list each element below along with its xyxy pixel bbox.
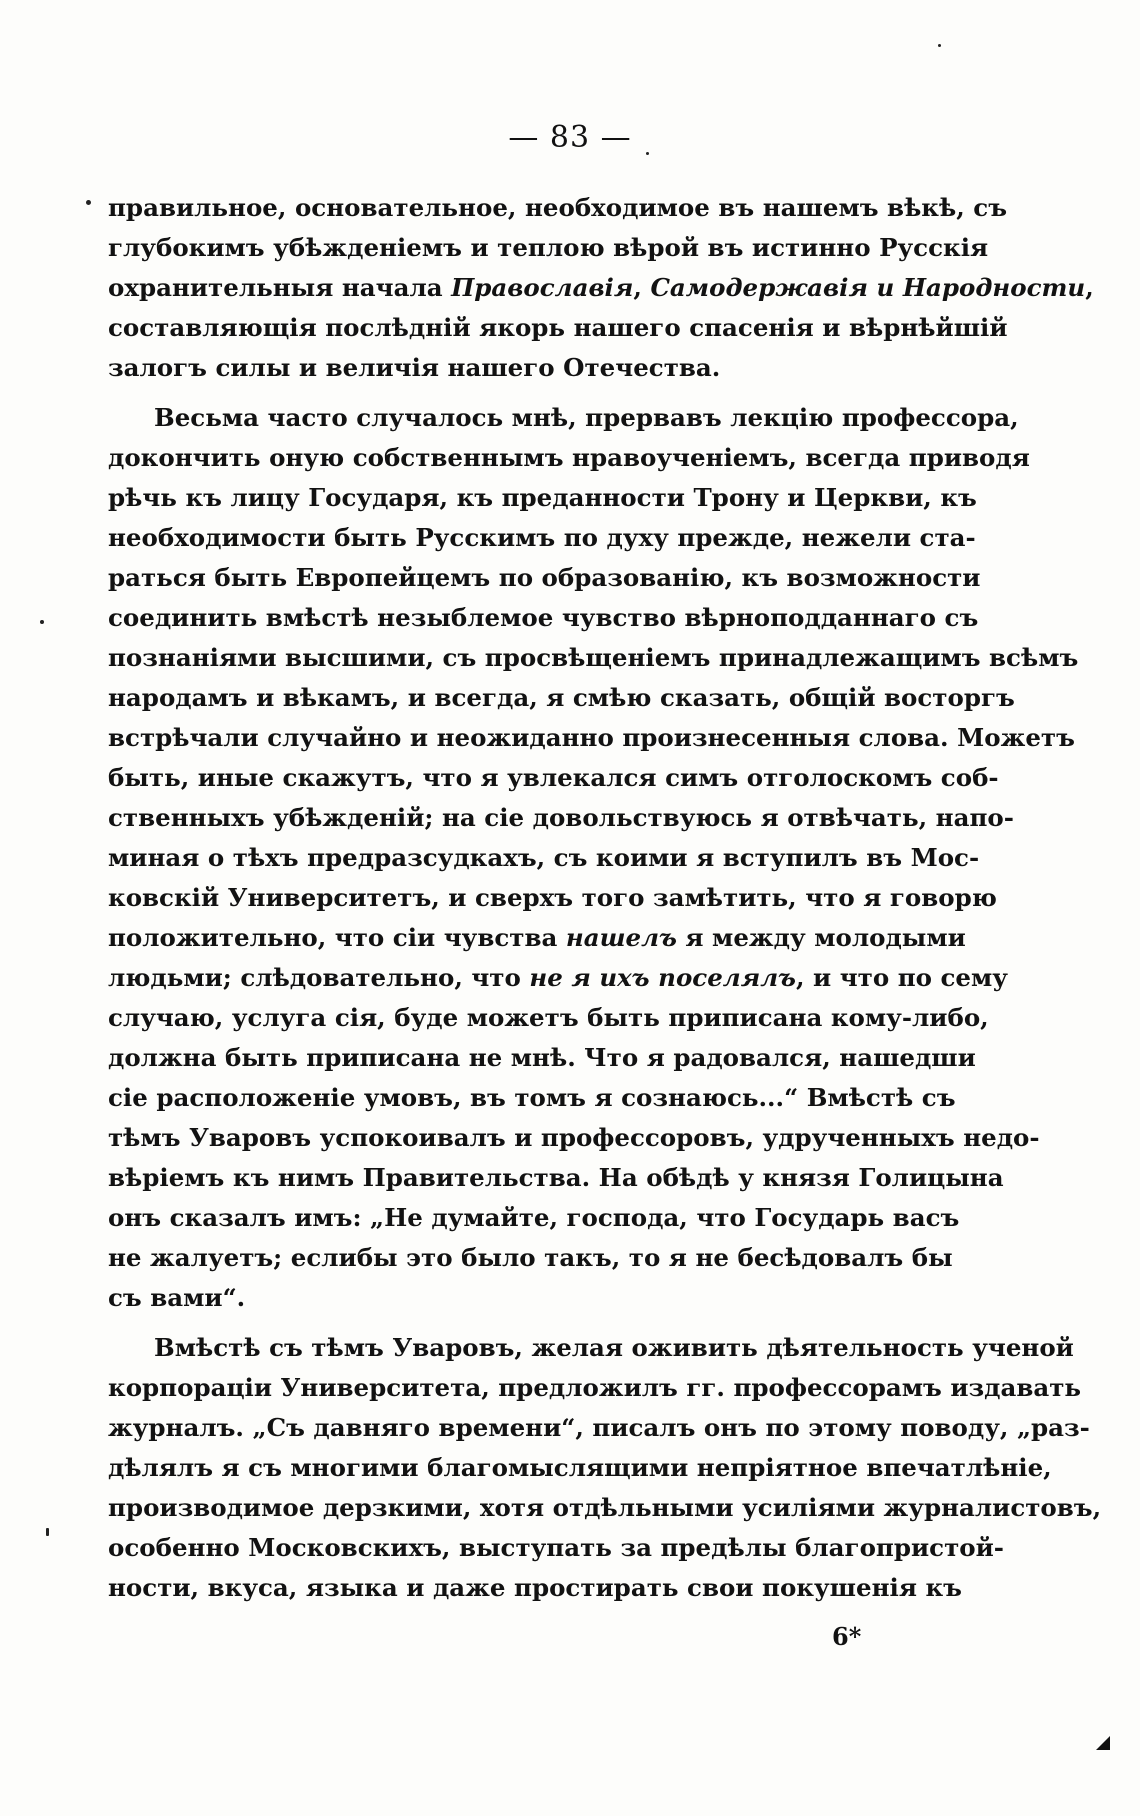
text-line xyxy=(108,558,981,598)
text-run: народамъ и вѣкамъ, и всегда, я смѣю сказать, общій восторгъ xyxy=(108,683,1015,712)
text-line xyxy=(108,758,999,798)
text-line xyxy=(108,1038,976,1078)
text-line xyxy=(108,958,1008,998)
text-line xyxy=(108,1568,962,1608)
text-line xyxy=(108,1078,956,1118)
text-line xyxy=(108,1158,1004,1198)
text-line xyxy=(108,1118,1040,1158)
text-line xyxy=(108,188,1007,228)
paragraph xyxy=(108,1328,1102,1608)
text-run: Весьма часто случалось мнѣ, прервавъ лекцію профессора, xyxy=(154,403,1019,432)
text-line xyxy=(108,1238,953,1278)
scan-speck xyxy=(646,152,649,155)
text-line xyxy=(108,598,979,638)
text-run: сіе расположеніе умовъ, въ томъ я сознаюсь...“ Вмѣстѣ съ xyxy=(108,1083,956,1112)
text-line xyxy=(108,678,1015,718)
text-line xyxy=(108,438,1030,478)
italic-text: Православія xyxy=(451,273,634,302)
text-line xyxy=(108,718,1075,758)
text-line xyxy=(108,1528,1004,1568)
text-run: ковскій Университетъ, и сверхъ того замѣтить, что я говорю xyxy=(108,883,997,912)
page-number: — 83 — xyxy=(508,120,632,155)
text-line xyxy=(108,518,976,558)
text-line xyxy=(108,878,997,918)
text-run: , xyxy=(1085,273,1094,302)
text-run: познаніями высшими, съ просвѣщеніемъ принадлежащимъ всѣмъ xyxy=(108,643,1079,672)
text-run: онъ сказалъ имъ: „Не думайте, господа, что Государь васъ xyxy=(108,1203,960,1232)
text-run: раться быть Европейцемъ по образованію, къ возможности xyxy=(108,563,981,592)
text-run: залогъ силы и величія нашего Отечества. xyxy=(108,353,721,382)
text-run: составляющія послѣдній якорь нашего спасенія и вѣрнѣйшій xyxy=(108,313,1008,342)
scan-speck xyxy=(938,44,941,47)
text-run: вѣріемъ къ нимъ Правительства. На обѣдѣ у князя Голицына xyxy=(108,1163,1004,1192)
italic-text: не я ихъ поселялъ xyxy=(529,963,796,992)
text-run: быть, иные скажутъ, что я увлекался симъ отголоскомъ соб- xyxy=(108,763,999,792)
text-line xyxy=(108,918,966,958)
text-run: корпораціи Университета, предложилъ гг. профессорамъ издавать xyxy=(108,1373,1082,1402)
text-line xyxy=(108,268,1094,308)
text-run: особенно Московскихъ, выступать за предѣлы благопристой- xyxy=(108,1533,1004,1562)
scan-speck xyxy=(86,200,91,205)
text-line xyxy=(108,398,1019,438)
text-line xyxy=(108,478,977,518)
text-run: рѣчь къ лицу Государя, къ преданности Трону и Церкви, къ xyxy=(108,483,977,512)
text-line xyxy=(108,998,989,1038)
text-line xyxy=(108,348,950,388)
italic-text: Самодержавія xyxy=(650,273,868,302)
italic-text: и xyxy=(867,273,903,302)
text-run: дѣлялъ я съ многими благомыслящими непріятное впечатлѣніе, xyxy=(108,1453,1052,1482)
text-run: охранительныя начала xyxy=(108,273,452,302)
text-run: должна быть приписана не мнѣ. Что я радовался, нашедши xyxy=(108,1043,976,1072)
text-run: ственныхъ убѣжденій; на сіе довольствуюсь я отвѣчать, напо- xyxy=(108,803,1014,832)
text-run: производимое дерзкими, хотя отдѣльными усиліями журналистовъ, xyxy=(108,1493,1102,1522)
text-line xyxy=(108,308,1008,348)
scan-speck xyxy=(46,1528,49,1536)
text-run: не жалуетъ; еслибы это было такъ, то я не бесѣдовалъ бы xyxy=(108,1243,953,1272)
paragraph xyxy=(108,398,1079,1318)
corner-mark-icon xyxy=(1096,1736,1110,1750)
text-run: журналъ. „Съ давняго времени“, писалъ онъ по этому поводу, „раз- xyxy=(108,1413,1090,1442)
text-line xyxy=(108,638,1079,678)
text-run: , и что по сему xyxy=(795,963,1008,992)
text-line xyxy=(108,1448,1052,1488)
text-line xyxy=(108,1408,1090,1448)
text-run: встрѣчали случайно и неожиданно произнесенныя слова. Можетъ xyxy=(108,723,1075,752)
text-line xyxy=(108,1368,1082,1408)
text-run: тѣмъ Уваровъ успокоивалъ и профессоровъ, удрученныхъ недо- xyxy=(108,1123,1040,1152)
text-run: Вмѣстѣ съ тѣмъ Уваровъ, желая оживить дѣятельность ученой xyxy=(154,1333,1074,1362)
text-line xyxy=(108,228,989,268)
paragraph xyxy=(108,188,1094,388)
italic-text: нашелъ xyxy=(565,923,677,952)
text-line xyxy=(108,838,980,878)
text-run: докончить оную собственнымъ нравоученіемъ, всегда приводя xyxy=(108,443,1030,472)
scan-speck xyxy=(40,620,44,624)
text-run: необходимости быть Русскимъ по духу прежде, нежели ста- xyxy=(108,523,976,552)
text-run: миная о тѣхъ предразсудкахъ, съ коими я вступилъ въ Мос- xyxy=(108,843,980,872)
body-text xyxy=(108,188,1102,1608)
text-run: людьми; слѣдовательно, что xyxy=(108,963,530,992)
text-line xyxy=(108,798,1014,838)
text-run: положительно, что сіи чувства xyxy=(108,923,566,952)
text-run: случаю, услуга сія, буде можетъ быть приписана кому-либо, xyxy=(108,1003,989,1032)
text-line xyxy=(108,1488,1102,1528)
text-run: глубокимъ убѣжденіемъ и теплою вѣрой въ истинно Русскія xyxy=(108,233,989,262)
text-line xyxy=(108,1278,950,1318)
italic-text: Народности xyxy=(902,273,1086,302)
text-run: ности, вкуса, языка и даже простирать свои покушенія къ xyxy=(108,1573,962,1602)
text-run: соединить вмѣстѣ незыблемое чувство вѣрноподданнаго съ xyxy=(108,603,979,632)
text-run: правильное, основательное, необходимое въ нашемъ вѣкѣ, съ xyxy=(108,193,1007,222)
text-run: я между молодыми xyxy=(676,923,966,952)
text-line xyxy=(108,1198,960,1238)
printer-signature-mark: 6* xyxy=(832,1622,862,1651)
text-run: съ вами“. xyxy=(108,1283,246,1312)
text-line xyxy=(108,1328,1074,1368)
text-run: , xyxy=(633,273,651,302)
